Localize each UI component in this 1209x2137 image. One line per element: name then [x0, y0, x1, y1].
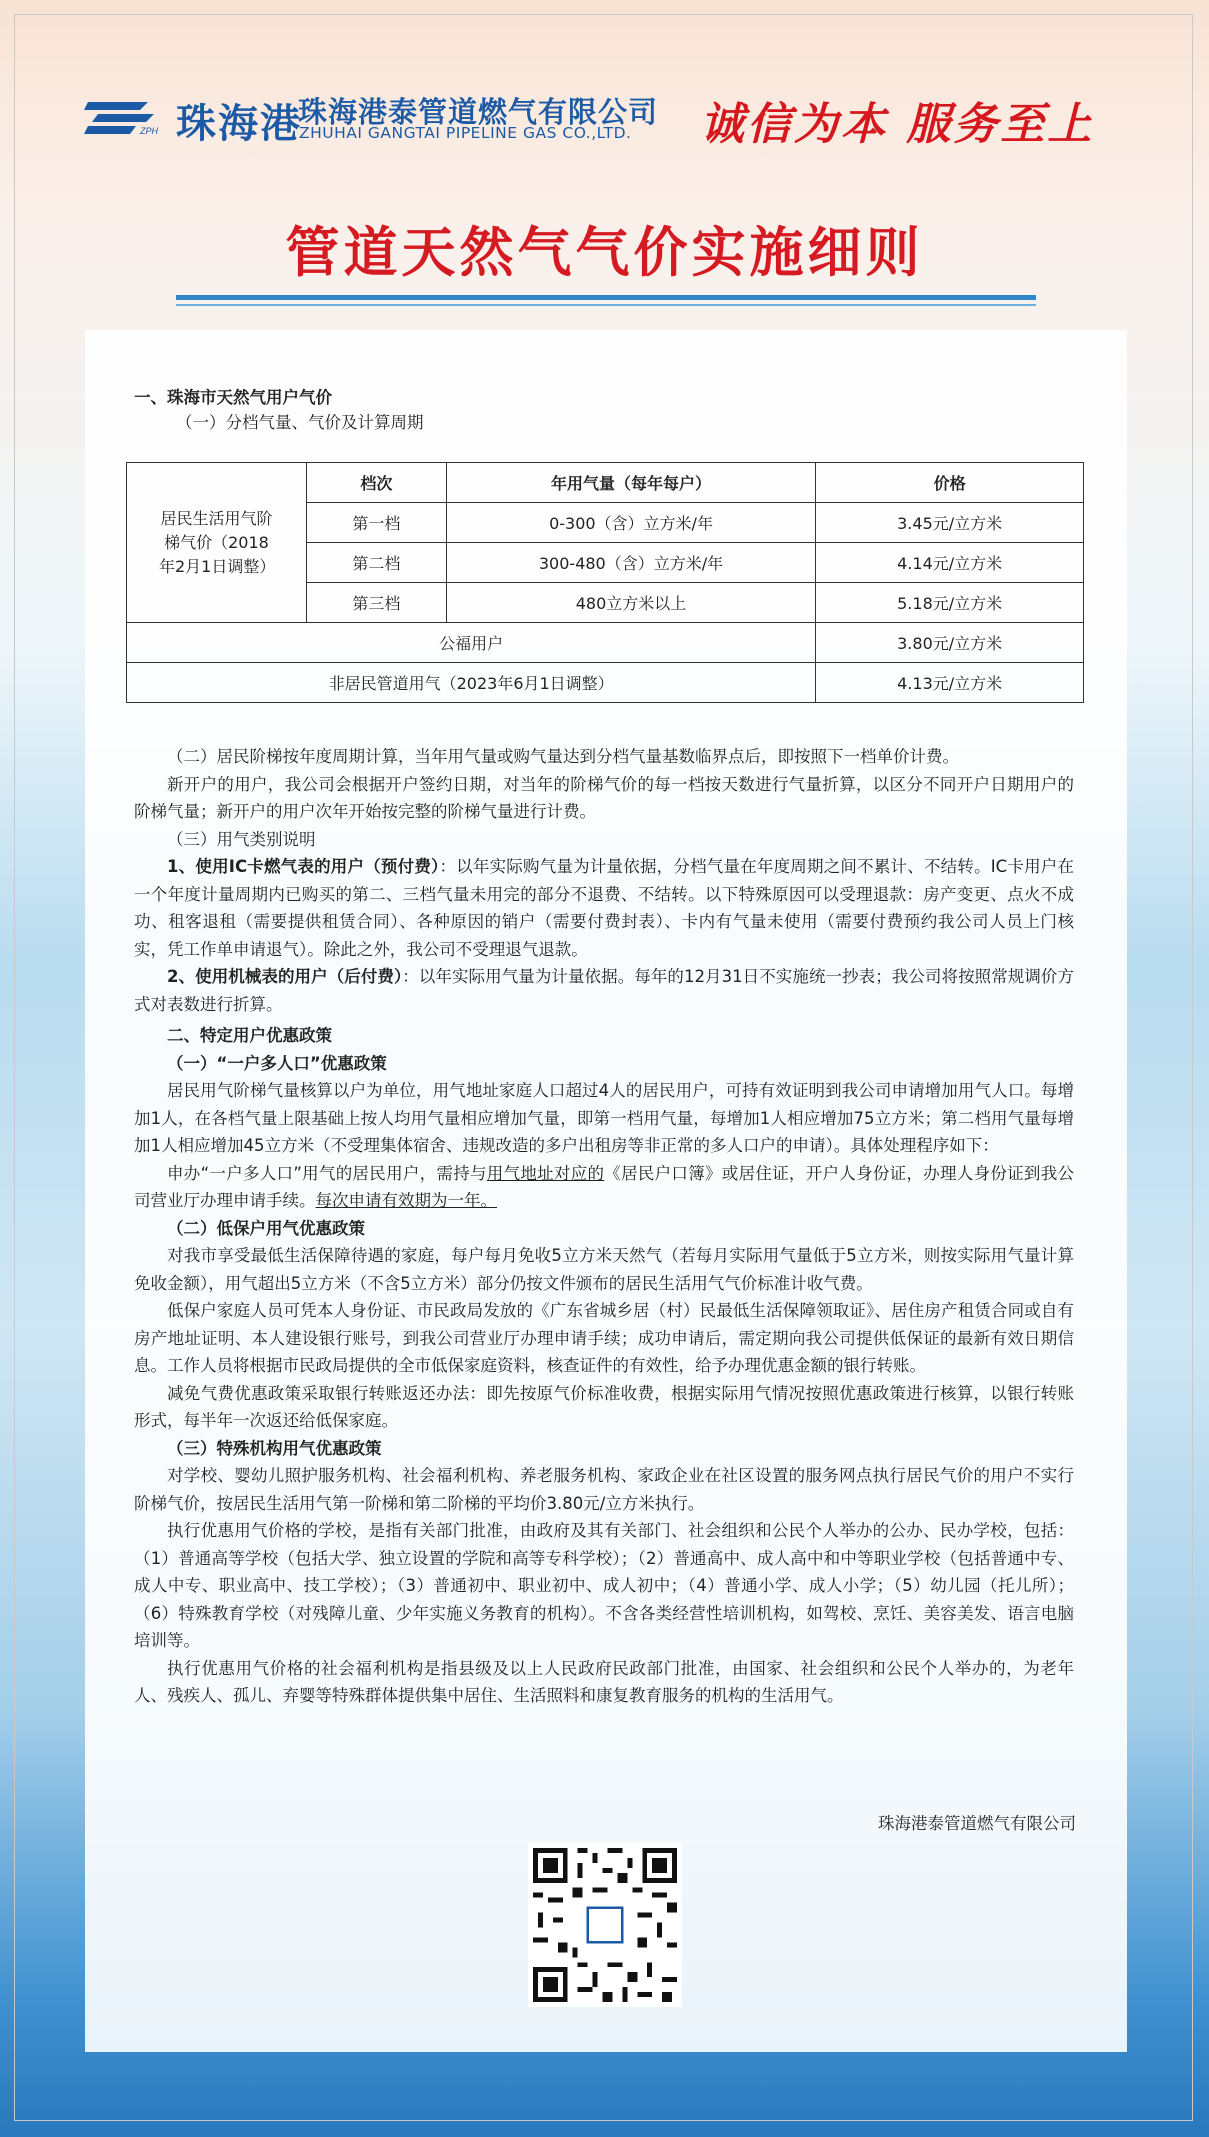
table-row [127, 663, 1084, 703]
signature: 珠海港泰管道燃气有限公司 [878, 1814, 1076, 1833]
paragraph: 新开户的用户，我公司会根据开户签约日期，对当年的阶梯气价的每一档按天数进行气量折算，以区分不同开户日期用户的阶梯气量；新开户的用户次年开始按完整的阶梯气量进行计费。 [134, 774, 1074, 821]
subheading [134, 1215, 1074, 1243]
section1-heading: 一、珠海市天然气用户气价 [134, 388, 332, 407]
table-header-cell: 价格 [816, 463, 1084, 503]
qr-code-icon[interactable] [528, 1843, 682, 2007]
table-header-cell: 年用气量（每年每户） [446, 463, 816, 503]
paragraph: 执行优惠用气价格的社会福利机构是指县级及以上人民政府民政部门批准，由国家、社会组织和公民个人举办的，为老年人、残疾人、孤儿、弃婴等特殊群体提供集中居住、生活照料和康复教育服务的机构的生活用气。 [134, 1658, 1074, 1705]
paragraph: 对我市享受最低生活保障待遇的家庭，每户每月免收5立方米天然气（若每月实际用气量低于5立方米，则按实际用气量计算免收金额），用气超出5立方米（不含5立方米）部分仍按文件颁布的居民生活用气气价标准计收气费。 [134, 1246, 1074, 1293]
underlined-text: 用气地址对应的 [486, 1163, 605, 1183]
paragraph: 对学校、婴幼儿照护服务机构、社会福利机构、养老服务机构、家政企业在社区设置的服务网点执行居民气价的用户不实行阶梯气价，按居民生活用气第一阶梯和第二阶梯的平均价3.80元/立方米执行。 [134, 1466, 1074, 1513]
public-user-label: 公福用户 [127, 623, 816, 663]
nonresident-label: 非居民管道用气（2023年6月1日调整） [127, 663, 816, 703]
price-cell: 3.45元/立方米 [816, 503, 1084, 543]
logo-chinese: 珠海港 [176, 100, 302, 147]
paragraph: （三）用气类别说明 [167, 829, 316, 849]
paragraph: 减免气费优惠政策采取银行转账返还办法：即先按原气价标准收费，根据实际用气情况按照优惠政策进行核算，以银行转账形式，每半年一次返还给低保家庭。 [134, 1383, 1074, 1430]
underlined-text: 每次申请有效期为一年。 [315, 1191, 497, 1210]
price-cell: 5.18元/立方米 [816, 583, 1084, 623]
company-name-en: ZHUHAI GANGTAI PIPELINE GAS CO.,LTD. [299, 124, 632, 142]
tier-cell: 第二档 [306, 543, 446, 583]
company-name-cn: 珠海港泰管道燃气有限公司 [298, 95, 659, 129]
volume-cell: 480立方米以上 [446, 583, 816, 623]
ic-card-text: ：以年实际购气量为计量依据，分档气量在年度周期之间不累计、不结转。IC卡用户在一个年度计量周期内已购买的第二、三档气量未用完的部分不退费、不结转。以下特殊原因可以受理退款：房产变更、点火不成功、租客退租（需要提供租赁合同）、各种原因的销户（需要付费封表）、卡内有气量未使用（需要付费预约我公司人员上门核实，凭工作单申请退气）。除此之外，我公司不受理退气退款。 [134, 857, 1074, 959]
ic-card-heading: 1、使用IC卡燃气表的用户（预付费） [167, 857, 440, 876]
tier-cell: 第三档 [306, 583, 446, 623]
title-divider [176, 295, 1036, 300]
title-divider-thin [176, 304, 1036, 306]
paragraph: 低保户家庭人员可凭本人身份证、市民政局发放的《广东省城乡居（村）民最低生活保障领取证》、居住房产租赁合同或自有房产地址证明、本人建设银行账号，到我公司营业厅办理申请手续；成功申请后，需定期向我公司提供低保证的最新有效日期信息。工作人员将根据市民政局提供的全市低保家庭资料，核查证件的有效性，给予办理优惠金额的银行转账。 [134, 1301, 1074, 1375]
multi-person-heading: （一）“一户多人口”优惠政策 [167, 1053, 387, 1073]
paragraph [134, 853, 1074, 963]
page-title: 管道天然气气价实施细则 [285, 220, 924, 284]
table-header-row [127, 463, 1084, 503]
nonresident-price: 4.13元/立方米 [816, 663, 1084, 703]
volume-cell: 0-300（含）立方米/年 [446, 503, 816, 543]
paragraph: （二）居民阶梯按年度周期计算，当年用气量或购气量达到分档气量基数临界点后，即按照下一档单价计费。 [167, 747, 959, 766]
paragraph [134, 1160, 1074, 1215]
mechanical-meter-heading: 2、使用机械表的用户（后付费） [167, 967, 403, 986]
price-table [126, 462, 1084, 703]
volume-cell: 300-480（含）立方米/年 [446, 543, 816, 583]
body-text [134, 743, 1074, 1710]
subheading [134, 1050, 1074, 1078]
section1-subheading: （一）分档气量、气价及计算周期 [176, 413, 424, 432]
public-user-price: 3.80元/立方米 [816, 623, 1084, 663]
mechanical-meter-text: ：以年实际用气量为计量依据。每年的12月31日不实施统一抄表；我公司将按照常规调价方式对表数进行折算。 [134, 967, 1074, 1014]
slogan: 诚信为本 服务至上 [700, 99, 1095, 150]
text-span: 《居民户口簿》或居住证，开户人身份证，办理人身份证到我公司营业厅办理申请手续。 [134, 1163, 1074, 1210]
table-row [127, 623, 1084, 663]
subheading [134, 1435, 1074, 1463]
row-group-label: 居民生活用气阶梯气价（2018年2月1日调整） [127, 463, 307, 623]
tier-cell: 第一档 [306, 503, 446, 543]
paragraph: 执行优惠用气价格的学校，是指有关部门批准，由政府及其有关部门、社会组织和公民个人举办的公办、民办学校，包括：（1）普通高等学校（包括大学、独立设置的学院和高等专科学校）；（2）普通高中、成人高中和中等职业学校（包括普通中专、成人中专、职业高中、技工学校）；（3）普通初中、职业初中、成人初中；（4）普通小学、成人小学；（5）幼儿园（托儿所）；（6）特殊教育学校（对残障儿童、少年实施义务教育的机构）。不含各类经营性培训机构，如驾校、烹饪、美容美发、语言电脑培训等。 [134, 1521, 1074, 1650]
low-income-heading: （二）低保户用气优惠政策 [167, 1218, 365, 1238]
special-institution-heading: （三）特殊机构用气优惠政策 [167, 1438, 382, 1458]
paragraph: 居民用气阶梯气量核算以户为单位，用气地址家庭人口超过4人的居民用户，可持有效证明到我公司申请增加用气人口。每增加1人，在各档气量上限基础上按人均用气量相应增加气量，即第一档用气量，每增加1人相应增加75立方米；第二档用气量每增加1人相应增加45立方米（不受理集体宿舍、违规改造的多户出租房等非正常的多人口户的申请）。具体处理程序如下： [134, 1081, 1074, 1155]
logo-short-text: ZPH [140, 126, 158, 136]
price-cell: 4.14元/立方米 [816, 543, 1084, 583]
text-span: 申办“一户多人口”用气的居民用户，需持与 [167, 1163, 487, 1183]
section2-heading: 二、特定用户优惠政策 [167, 1026, 332, 1045]
company-logo-icon [84, 98, 168, 138]
table-header-cell: 档次 [306, 463, 446, 503]
paragraph [134, 963, 1074, 1018]
